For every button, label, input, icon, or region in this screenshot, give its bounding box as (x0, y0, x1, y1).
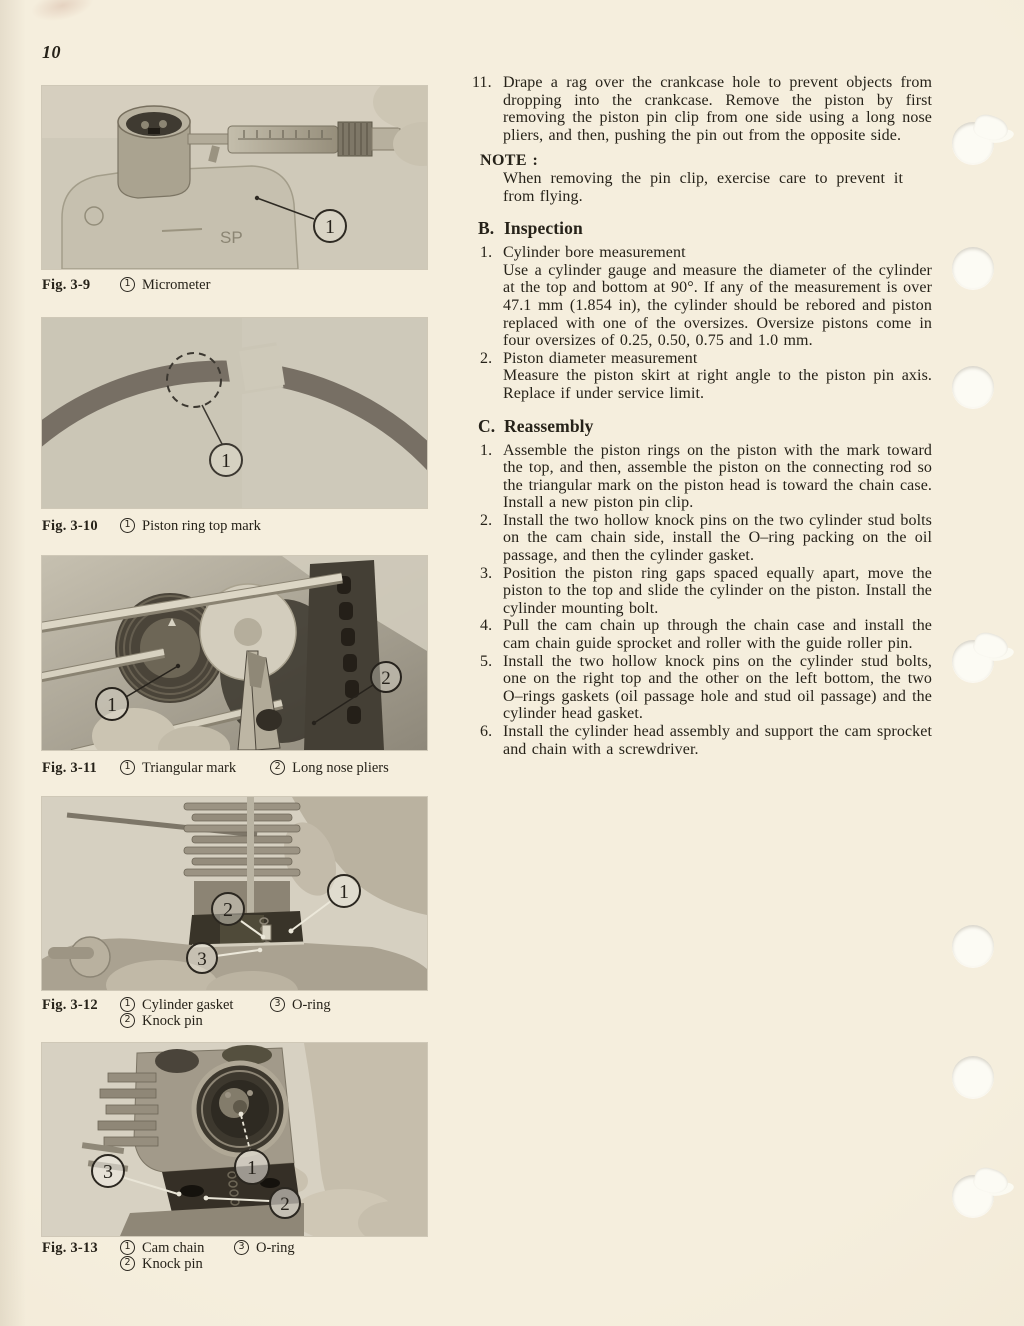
cylinder-install-illustration (42, 797, 427, 990)
svg-text:1: 1 (247, 1157, 257, 1179)
callout-text: Knock pin (142, 1013, 203, 1029)
svg-text:2: 2 (280, 1194, 290, 1215)
step-number: 4. (480, 617, 493, 635)
punch-hole (952, 640, 994, 682)
note-text: When removing the pin clip, exercise care to prevent it from flying. (503, 169, 903, 205)
piston-on-anvil (118, 106, 190, 198)
figure-photo-cam-chain (42, 1043, 427, 1236)
punch-hole (952, 247, 994, 289)
callout-text: Knock pin (142, 1256, 203, 1272)
figure-caption-3-11 (42, 760, 389, 776)
step-number: 1. (480, 244, 493, 262)
section-heading-inspection (478, 218, 932, 239)
figure-label: Fig. 3-13 (42, 1240, 98, 1256)
callout-text: O-ring (256, 1240, 295, 1256)
punch-hole (952, 1056, 994, 1098)
circled-1-icon: 1 (120, 760, 135, 775)
frame-marking-text: SP (220, 228, 243, 247)
head-port (194, 1063, 286, 1155)
svg-text:1: 1 (107, 694, 117, 716)
page-number: 10 (42, 42, 61, 62)
note-label: NOTE : (480, 152, 539, 170)
section-letter: B. (478, 218, 495, 239)
punch-hole (952, 925, 994, 967)
circled-1-icon: 1 (120, 997, 135, 1012)
step-number: 1. (480, 441, 493, 459)
callout-text: Piston ring top mark (142, 518, 261, 534)
section-letter: C. (478, 415, 496, 436)
figure-label: Fig. 3-11 (42, 760, 97, 776)
instruction-column (472, 0, 932, 758)
step-text: Install the two hollow knock pins on the cylinder stud bolts, one on the right top and the other on the left bottom, the two O–rings gaskets (oil passage hole and stud oil passage) and the cylinder head gasket. (503, 652, 932, 723)
step-11 (472, 74, 932, 144)
step-text: Install the two hollow knock pins on the two cylinder stud bolts on the cam chain side, install the O–ring packing on the oil passage, and then the cylinder gasket. (503, 511, 932, 565)
circled-1-icon: 1 (120, 277, 135, 292)
figure-caption-3-13 (42, 1240, 295, 1272)
svg-text:2: 2 (223, 899, 233, 921)
step-number: 2. (480, 349, 493, 367)
figure-label: Fig. 3-12 (42, 997, 98, 1013)
reassembly-item-6 (472, 723, 932, 758)
svg-text:1: 1 (221, 450, 231, 472)
step-text: Position the piston ring gaps spaced equally apart, move the piston to the top and slide the cylinder on the piston. Install the cylinder mounting bolt. (503, 564, 932, 617)
section-title: Inspection (504, 218, 583, 239)
step-number: 6. (480, 723, 493, 740)
step-number: 5. (480, 652, 493, 670)
reassembly-item-2 (472, 512, 932, 565)
step-text: Drape a rag over the crankcase hole to prevent objects from dropping into the crankcase. Remove the piston by first removing the piston pin clip from one side using a long nose pliers, and then, pushing the pin out from the opposite side. (503, 74, 932, 144)
callout-text: O-ring (292, 997, 331, 1013)
step-text: Measure the piston skirt at right angle to the piston pin axis. Replace if under service limit. (503, 367, 932, 402)
figure-caption-3-10 (42, 518, 261, 534)
svg-text:2: 2 (381, 668, 391, 689)
section-heading-reassembly (478, 416, 932, 437)
circled-3-icon: 3 (234, 1240, 249, 1255)
circled-2-icon: 2 (270, 760, 285, 775)
step-number: 11. (472, 74, 492, 91)
step-text: Pull the cam chain up through the chain case and install the cam chain guide sprocket and roller with the guide roller pin. (503, 617, 932, 653)
step-text: Install the cylinder head assembly and support the cam sprocket and chain with a screwdriver. (503, 723, 932, 758)
reassembly-item-3 (472, 565, 932, 618)
figure-photo-piston-ring (42, 318, 427, 508)
figure-caption-3-9 (42, 277, 210, 293)
inspection-item-2 (472, 350, 932, 403)
head-install-illustration (42, 1043, 427, 1236)
svg-text:3: 3 (103, 1161, 113, 1183)
svg-text:3: 3 (197, 949, 207, 970)
circled-3-icon: 3 (270, 997, 285, 1012)
circled-2-icon: 2 (120, 1013, 135, 1028)
stud-rod-shape (247, 797, 254, 917)
reassembly-item-4 (472, 617, 932, 652)
circled-1-icon: 1 (120, 1240, 135, 1255)
micrometer-illustration (42, 86, 427, 269)
step-text: Assemble the piston rings on the piston with the mark toward the top, and then, assemble the piston on the connecting rod so the triangular mark on the piston head is toward the chain case. Install a new piston pin clip. (503, 441, 932, 512)
punch-hole (952, 366, 994, 408)
figure-photo-triangular-mark (42, 556, 427, 750)
figure-photo-micrometer (42, 86, 427, 269)
figure-label: Fig. 3-9 (42, 277, 91, 293)
callout-text: Triangular mark (142, 760, 237, 776)
piston-pliers-illustration (42, 556, 427, 750)
inspection-item-1 (472, 244, 932, 350)
step-text: Use a cylinder gauge and measure the diameter of the cylinder at the top and bottom at 90°. If any of the measurement is over 47.1 mm (1.854 in), the cylinder should be rebored and piston replaced with one of the oversizes. Oversize pistons come in four oversizes of 0.25, 0.50, 0.75 and 1.0 mm. (503, 261, 932, 350)
step-lead: Cylinder bore measurement (503, 244, 686, 262)
section-title: Reassembly (504, 415, 594, 436)
figure-photo-cylinder-gasket (42, 797, 427, 990)
figure-label: Fig. 3-10 (42, 518, 98, 534)
callout-text: Long nose pliers (292, 760, 389, 776)
step-number: 3. (480, 564, 493, 582)
callout-text: Cam chain (142, 1240, 205, 1256)
piston-ring-illustration (42, 318, 427, 508)
cylinder-fins (184, 803, 300, 876)
circled-2-icon: 2 (120, 1256, 135, 1271)
step-lead: Piston diameter measurement (503, 349, 698, 367)
circled-1-icon: 1 (120, 518, 135, 533)
reassembly-item-5 (472, 653, 932, 723)
callout-text: Cylinder gasket (142, 997, 234, 1013)
punch-hole (952, 1175, 994, 1217)
punch-hole (952, 122, 994, 164)
svg-text:1: 1 (325, 216, 335, 238)
reassembly-item-1 (472, 442, 932, 512)
figure-caption-3-12 (42, 997, 331, 1029)
step-number: 2. (480, 511, 493, 529)
svg-text:1: 1 (339, 881, 349, 903)
callout-text: Micrometer (142, 277, 211, 293)
